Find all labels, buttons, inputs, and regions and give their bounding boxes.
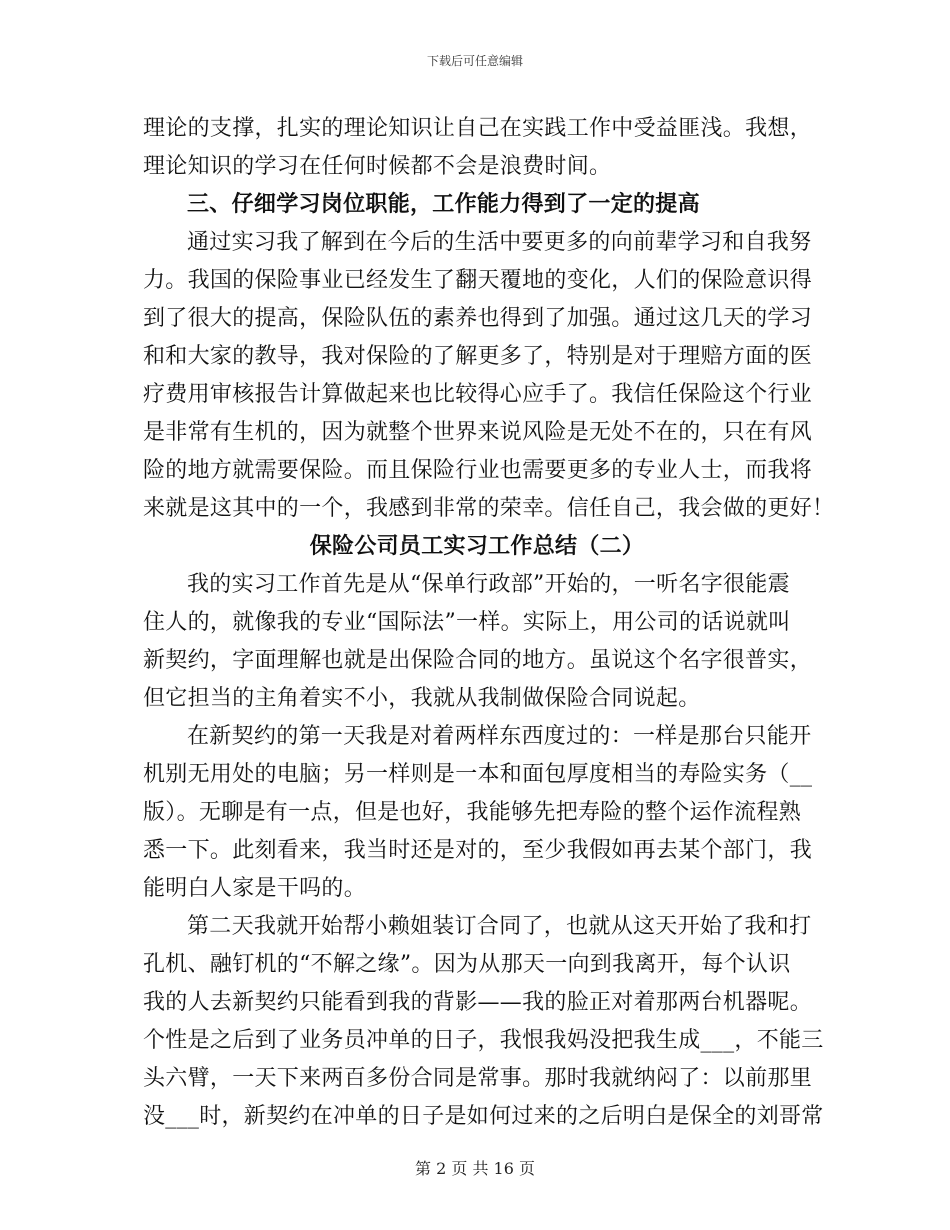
document-body <box>143 110 835 1136</box>
body-line: 但它担当的主角着实不小，我就从我制做保险合同说起。 <box>143 686 701 711</box>
body-line: 悉一下。此刻看来，我当时还是对的，至少我假如再去某个部门，我 <box>143 838 813 863</box>
article-title: 保险公司员工实习工作总结（二） <box>309 534 645 559</box>
body-line: 我的人去新契约只能看到我的背影——我的脸正对着那两台机器呢。 <box>143 990 813 1015</box>
paragraph-first-line: 通过实习我了解到在今后的生活中要更多的向前辈学习和自我努 <box>187 230 812 255</box>
section-heading: 三、仔细学习岗位职能，工作能力得到了一定的提高 <box>187 192 700 217</box>
page-header: 下载后可任意编辑 <box>426 54 523 68</box>
body-line: 来就是这其中的一个，我感到非常的荣幸。信任自己，我会做的更好！ <box>143 496 835 521</box>
page-number: 第 2 页 共 16 页 <box>415 1159 535 1178</box>
body-line: 版）。无聊是有一点，但是也好，我能够先把寿险的整个运作流程熟 <box>143 800 802 825</box>
body-line: 疗费用审核报告计算做起来也比较得心应手了。我信任保险这个行业 <box>143 382 813 407</box>
body-line: 机别无用处的电脑；另一样则是一本和面包厚度相当的寿险实务（__ <box>143 762 813 787</box>
body-line: 到了很大的提高，保险队伍的素养也得到了加强。通过这几天的学习 <box>143 306 813 331</box>
body-line: 住人的，就像我的专业“国际法”一样。实际上，用公司的话说就叫 <box>143 610 791 635</box>
paragraph-first-line: 我的实习工作首先是从“保单行政部”开始的，一听名字很能震 <box>187 572 790 597</box>
body-line: 新契约，字面理解也就是出保险合同的地方。虽说这个名字很普实， <box>143 648 813 673</box>
body-line: 理论的支撑，扎实的理论知识让自己在实践工作中受益匪浅。我想， <box>143 116 813 141</box>
paragraph-first-line: 在新契约的第一天我是对着两样东西度过的：一样是那台只能开 <box>187 724 812 749</box>
body-line: 个性是之后到了业务员冲单的日子，我恨我妈没把我生成___，不能三 <box>143 1028 824 1053</box>
body-line: 险的地方就需要保险。而且保险行业也需要更多的专业人士，而我将 <box>143 458 813 483</box>
body-line: 能明白人家是干吗的。 <box>143 876 367 901</box>
body-line: 理论知识的学习在任何时候都不会是浪费时间。 <box>143 154 612 179</box>
body-line: 孔机、融钉机的“不解之缘”。因为从那天一向到我离开，每个认识 <box>143 952 791 977</box>
body-line: 头六臂，一天下来两百多份合同是常事。那时我就纳闷了：以前那里 <box>143 1066 813 1091</box>
body-line: 和和大家的教导，我对保险的了解更多了，特别是对于理赔方面的医 <box>143 344 813 369</box>
body-line: 没___时，新契约在冲单的日子是如何过来的之后明白是保全的刘哥常 <box>143 1104 824 1129</box>
paragraph-first-line: 第二天我就开始帮小赖姐装订合同了，也就从这天开始了我和打 <box>187 914 812 939</box>
body-line: 是非常有生机的，因为就整个世界来说风险是无处不在的，只在有风 <box>143 420 813 445</box>
body-line: 力。我国的保险事业已经发生了翻天覆地的变化，人们的保险意识得 <box>143 268 813 293</box>
